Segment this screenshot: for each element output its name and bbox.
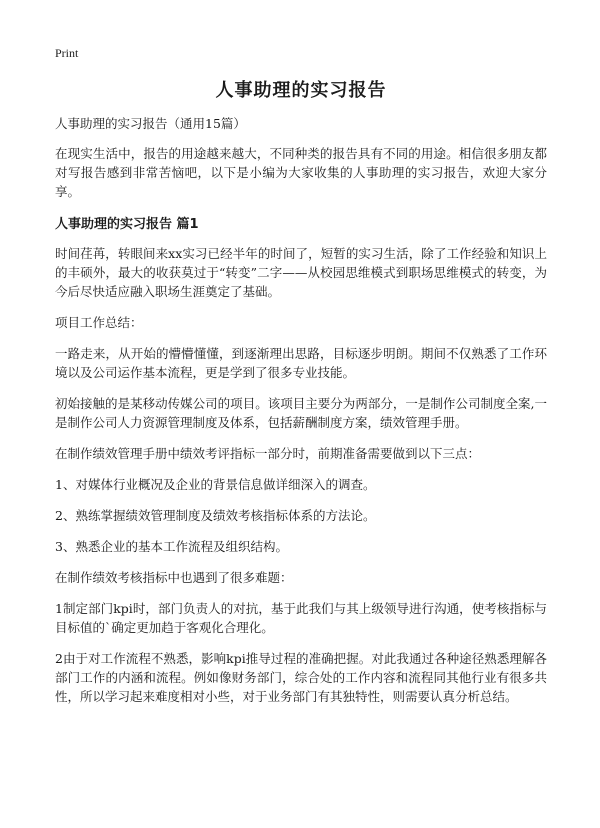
body-paragraph: 2由于对工作流程不熟悉，影响kpi推导过程的准确把握。对此我通过各种途径熟悉理解各部门工作的内涵和流程。例如像财务部门，综合处的工作内容和流程同其他行业有很多共性，所以学习起来难度相对小些，对于业务部门有其独特性，则需要认真分析总结。 <box>55 651 547 704</box>
document-body <box>55 76 547 718</box>
body-paragraph: 1制定部门kpi时，部门负责人的对抗，基于此我们与其上级领导进行沟通，使考核指标与目标值的`确定更加趋于客观化合理化。 <box>55 601 547 635</box>
body-paragraph: 在制作绩效管理手册中绩效考评指标一部分时，前期准备需要做到以下三点： <box>55 446 481 461</box>
document-subtitle: 人事助理的实习报告（通用15篇） <box>55 116 246 131</box>
print-link[interactable]: Print <box>55 46 79 60</box>
body-paragraph: 在制作绩效考核指标中也遇到了很多难题： <box>55 570 293 585</box>
list-item: 1、对媒体行业概况及企业的背景信息做详细深入的调查。 <box>55 477 376 492</box>
body-paragraph: 时间荏苒，转眼间来xx实习已经半年的时间了，短暂的实习生活，除了工作经验和知识上的丰硕外，最大的收获莫过于“转变”二字——从校园思维模式到职场思维模式的转变，为今后尽快适应融入职场生涯奠定了基础。 <box>55 246 547 299</box>
body-paragraph: 一路走来，从开始的懵懵懂懂，到逐渐理出思路，目标逐步明朗。期间不仅熟悉了工作环境以及公司运作基本流程，更是学到了很多专业技能。 <box>55 346 547 380</box>
section-heading: 人事助理的实习报告 篇1 <box>55 217 199 232</box>
body-paragraph: 项目工作总结： <box>55 315 143 330</box>
body-paragraph: 初始接触的是某移动传媒公司的项目。该项目主要分为两部分，一是制作公司制度全案,一是制作公司人力资源管理制度及体系，包括薪酬制度方案，绩效管理手册。 <box>55 396 547 430</box>
intro-paragraph: 在现实生活中，报告的用途越来越大，不同种类的报告具有不同的用途。相信很多朋友都对写报告感到非常苦恼吧，以下是小编为大家收集的人事助理的实习报告，欢迎大家分享。 <box>55 146 547 199</box>
list-item: 3、熟悉企业的基本工作流程及组织结构。 <box>55 539 288 554</box>
document-title: 人事助理的实习报告 <box>215 80 387 101</box>
list-item: 2、熟练掌握绩效管理制度及绩效考核指标体系的方法论。 <box>55 508 376 523</box>
